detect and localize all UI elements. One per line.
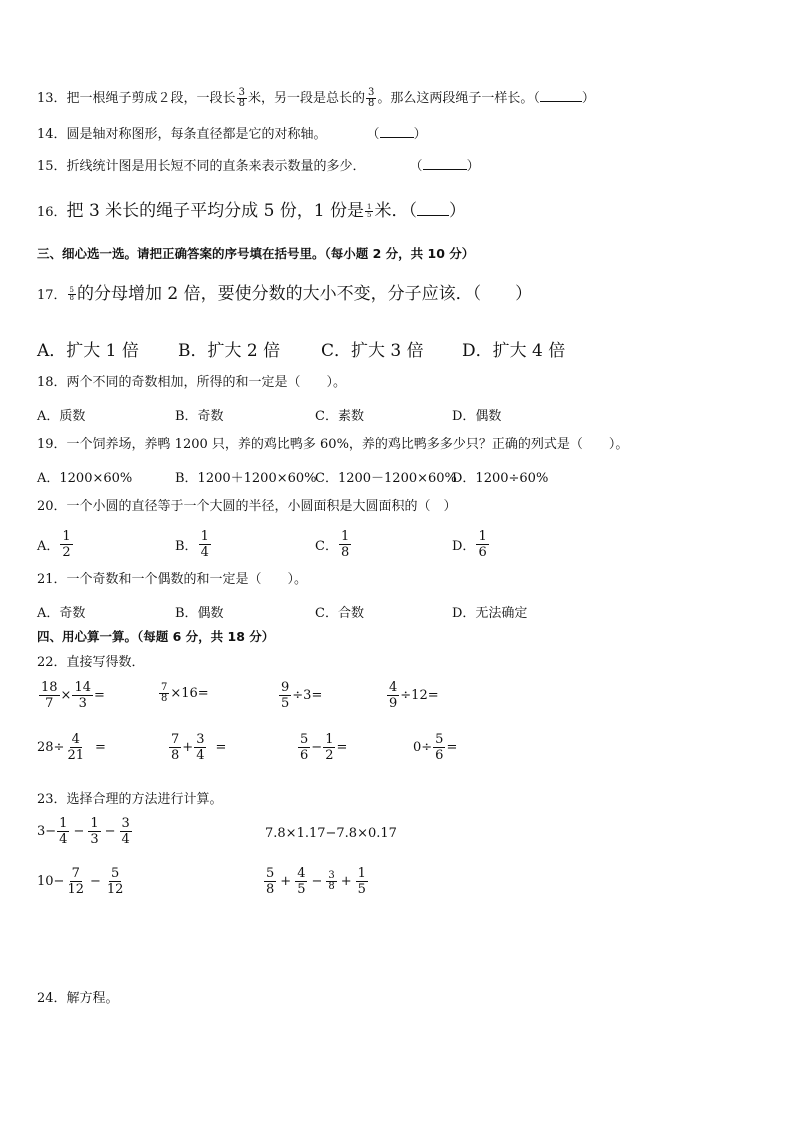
question-22: 22．直接写得数． bbox=[37, 655, 145, 670]
q20-option-b[interactable]: B． $\frac{1}{4}$ bbox=[175, 528, 209, 560]
q17-text: 的分母增加 2 倍，要使分数的大小不变，分子应该．（ ） bbox=[77, 284, 533, 304]
q13-number: 13． bbox=[37, 91, 67, 106]
question-24: 24．解方程。 bbox=[37, 991, 119, 1006]
q23-expr-3: 10− $\frac{7}{12}$ − $\frac{5}{12}$ bbox=[37, 866, 124, 897]
q17-number: 17． bbox=[37, 288, 67, 303]
q13-answer-blank[interactable] bbox=[540, 89, 582, 102]
q13-text-a: 把一根绳子剪成２段，一段长 bbox=[66, 91, 236, 106]
q19-option-c[interactable]: C．1200－1200×60% bbox=[315, 471, 457, 486]
q16-text-a: 把 3 米长的绳子平均分成 5 份，1 份是 bbox=[66, 201, 365, 221]
q13-fraction-2: $\frac{3}{8}$ bbox=[367, 87, 375, 109]
q22-expr-8: 0÷ $\frac{5}{6}$ = bbox=[413, 732, 458, 763]
q18-option-a[interactable]: A．质数 bbox=[37, 409, 86, 424]
q22-expr-2: $\frac{7}{8}$ ×16= bbox=[161, 682, 209, 704]
q17-option-d[interactable]: D．扩大 4 倍 bbox=[462, 341, 566, 361]
q23-expr-1: 3− $\frac{1}{4}$ − $\frac{1}{3}$ − $\frac{3}{4}$ bbox=[37, 816, 130, 847]
q15-paren-open: （ bbox=[409, 159, 423, 174]
section-3-heading: 三、细心选一选。请把正确答案的序号填在括号里。（每小题 2 分，共 10 分） bbox=[37, 246, 475, 261]
q23-expr-4: $\frac{5}{8}$ + $\frac{4}{5}$ − $\frac{3}{8}$ + $\frac{1}{5}$ bbox=[266, 866, 366, 897]
question-21: 21．一个奇数和一个偶数的和一定是（ ）。 bbox=[37, 572, 308, 587]
q20-option-c[interactable]: C． $\frac{1}{8}$ bbox=[315, 528, 350, 560]
q13-text-d: ） bbox=[581, 91, 595, 106]
q22-expr-7: $\frac{5}{6}$ − $\frac{1}{2}$ = bbox=[300, 732, 348, 763]
question-23: 23．选择合理的方法进行计算。 bbox=[37, 792, 223, 807]
q17-option-a[interactable]: A．扩大 1 倍 bbox=[37, 341, 139, 361]
q22-expr-6: $\frac{7}{8}$ + $\frac{3}{4}$ = bbox=[171, 732, 227, 763]
q21-option-a[interactable]: A．奇数 bbox=[37, 606, 86, 621]
question-20: 20．一个小圆的直径等于一个大圆的半径，小圆面积是大圆面积的（ ） bbox=[37, 499, 457, 514]
q19-option-d[interactable]: D．1200÷60% bbox=[452, 471, 549, 486]
q16-text-c: ） bbox=[448, 201, 466, 221]
q18-option-d[interactable]: D．偶数 bbox=[452, 409, 502, 424]
q19-option-b[interactable]: B．1200＋1200×60% bbox=[175, 471, 317, 486]
q14-paren-open: （ bbox=[366, 127, 380, 142]
q15-text: 15．折线统计图是用长短不同的直条来表示数量的多少． bbox=[37, 159, 366, 174]
question-19: 19．一个饲养场，养鸭 1200 只，养的鸡比鸭多 60%，养的鸡比鸭多多少只？正确的列式是（ ）。 bbox=[37, 437, 629, 452]
q18-option-c[interactable]: C．素数 bbox=[315, 409, 364, 424]
q15-answer-blank[interactable] bbox=[423, 157, 467, 170]
q23-expr-2: 7.8×1.17−7.8×0.17 bbox=[265, 826, 397, 841]
q22-expr-4: $\frac{4}{9}$ ÷12= bbox=[389, 680, 439, 711]
section-4-heading: 四、用心算一算。（每题 6 分，共 18 分） bbox=[37, 629, 275, 644]
question-17 bbox=[37, 282, 532, 308]
q21-option-b[interactable]: B．偶数 bbox=[175, 606, 224, 621]
question-13 bbox=[37, 88, 595, 109]
q14-paren-close: ） bbox=[413, 127, 427, 142]
q17-option-b[interactable]: B．扩大 2 倍 bbox=[178, 341, 281, 361]
q15-paren-close: ） bbox=[466, 159, 480, 174]
q16-number: 16． bbox=[37, 205, 67, 220]
q18-option-b[interactable]: B．奇数 bbox=[175, 409, 224, 424]
q14-answer-blank[interactable] bbox=[380, 125, 414, 138]
question-14 bbox=[37, 125, 427, 144]
q22-expr-3: $\frac{9}{5}$ ÷3= bbox=[281, 680, 323, 711]
q16-answer-blank[interactable] bbox=[417, 200, 449, 216]
question-16 bbox=[37, 199, 466, 225]
question-18: 18．两个不同的奇数相加，所得的和一定是（ ）。 bbox=[37, 375, 347, 390]
question-15 bbox=[37, 157, 480, 176]
q13-text-b: 米，另一段是总长的 bbox=[247, 91, 365, 106]
q20-option-d[interactable]: D． $\frac{1}{6}$ bbox=[452, 528, 487, 560]
q14-text: 14．圆是轴对称图形，每条直径都是它的对称轴。 bbox=[37, 127, 327, 142]
q21-option-c[interactable]: C．合数 bbox=[315, 606, 364, 621]
q20-option-a[interactable]: A． $\frac{1}{2}$ bbox=[37, 528, 71, 560]
q22-expr-5: 28÷ $\frac{4}{21}$ = bbox=[37, 732, 106, 763]
q19-option-a[interactable]: A．1200×60% bbox=[37, 471, 133, 486]
q21-option-d[interactable]: D．无法确定 bbox=[452, 606, 528, 621]
q13-fraction-1: $\frac{3}{8}$ bbox=[238, 87, 245, 109]
q17-option-c[interactable]: C．扩大 3 倍 bbox=[321, 341, 424, 361]
q17-fraction: $\frac{5}{8}$ bbox=[69, 286, 75, 302]
q22-expr-1: $\frac{18}{7}$ × $\frac{14}{3}$ = bbox=[41, 680, 105, 711]
q16-fraction: $\frac{1}{5}$ bbox=[367, 203, 372, 219]
q16-text-b: 米．（ bbox=[374, 201, 417, 221]
q13-text-c: 。那么这两段绳子一样长。（ bbox=[377, 91, 540, 106]
